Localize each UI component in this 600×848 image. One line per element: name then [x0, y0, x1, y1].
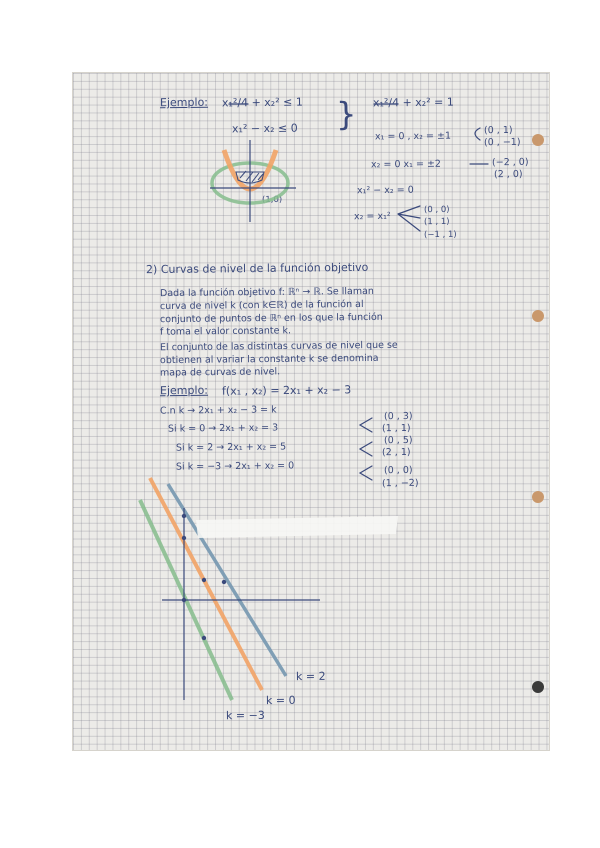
example1-label: Ejemplo:: [159, 95, 209, 110]
point: [182, 536, 186, 540]
k2-point: (0 , 5): [383, 434, 413, 447]
arrow: [360, 466, 372, 480]
definition-line: curva de nivel k (con k∈ℝ) de la función al: [159, 298, 364, 313]
point: [202, 636, 206, 640]
level-curve-k0: Si k = 0 → 2x₁ + x₂ = 3: [167, 422, 279, 435]
definition-line: f toma el valor constante k.: [159, 325, 292, 338]
parabola-point: (−1 , 1): [423, 229, 457, 241]
level-curve-general: C.n k → 2x₁ + x₂ − 3 = k: [159, 404, 277, 417]
k0-point: (0 , 3): [383, 410, 413, 423]
correction-tape: [196, 516, 398, 538]
parabola-equation-2: x₂ = x₁²: [353, 210, 391, 223]
definition-line: mapa de curvas de nivel.: [159, 366, 281, 379]
ellipse-row-1: x₁ = 0 , x₂ = ±1: [374, 130, 452, 143]
point: [182, 598, 186, 602]
section-2-title: 2) Curvas de nivel de la función objetivo: [145, 260, 369, 277]
ellipse-row-2-point: (−2 , 0): [491, 156, 529, 169]
parabola-point: (1 , 1): [423, 216, 450, 228]
constraint-2: x₁² − x₂ ≤ 0: [231, 121, 298, 136]
level-curve-k3: Si k = −3 → 2x₁ + x₂ = 0: [175, 460, 295, 473]
level-line-k0: [150, 478, 262, 690]
point: [182, 514, 186, 518]
graph-point-label: (1,0): [261, 194, 283, 206]
level-line-k2: [168, 484, 286, 676]
level-curves-graph: [140, 478, 398, 700]
example2-label: Ejemplo:: [159, 383, 209, 398]
graph-label-k3: k = −3: [225, 708, 265, 723]
k2-point: (2 , 1): [381, 446, 411, 459]
arrow: [360, 418, 372, 432]
objective-function: f(x₁ , x₂) = 2x₁ + x₂ − 3: [221, 383, 352, 398]
point: [222, 580, 226, 584]
definition-line: conjunto de puntos de ℝⁿ en los que la función: [159, 311, 383, 326]
ellipse-row-1-point: (0 , 1): [483, 124, 513, 137]
graph-label-k2: k = 2: [295, 669, 326, 684]
feasible-region-graph: [210, 140, 296, 222]
ellipse-row-2-point: (2 , 0): [493, 168, 523, 181]
parabola-point: (0 , 0): [423, 204, 450, 216]
k0-point: (1 , 1): [381, 422, 411, 435]
definition-line: obtienen al variar la constante k se denomina: [159, 352, 379, 367]
level-curve-k2: Si k = 2 → 2x₁ + x₂ = 5: [175, 441, 287, 454]
parabola-equation: x₁² − x₂ = 0: [356, 184, 414, 197]
arrow: [360, 442, 372, 456]
ellipse-row-2: x₂ = 0 x₁ = ±2: [370, 158, 441, 171]
constraint-1: x₁²/4 + x₂² ≤ 1: [221, 95, 303, 110]
split-arrow: [398, 206, 420, 231]
ellipse-row-1-point: (0 , −1): [483, 136, 521, 149]
graph-label-k0: k = 0: [265, 693, 296, 708]
bracket: }: [335, 94, 357, 134]
ellipse-equation: x₁²/4 + x₂² = 1: [372, 95, 454, 110]
k3-point: (1 , −2): [381, 477, 419, 490]
definition-line: El conjunto de las distintas curvas de nivel que se: [159, 339, 398, 354]
k3-point: (0 , 0): [383, 464, 413, 477]
split-arrow: [475, 128, 480, 140]
definition-line: Dada la función objetivo f: ℝⁿ → ℝ. Se llaman: [159, 285, 374, 300]
point: [202, 578, 206, 582]
